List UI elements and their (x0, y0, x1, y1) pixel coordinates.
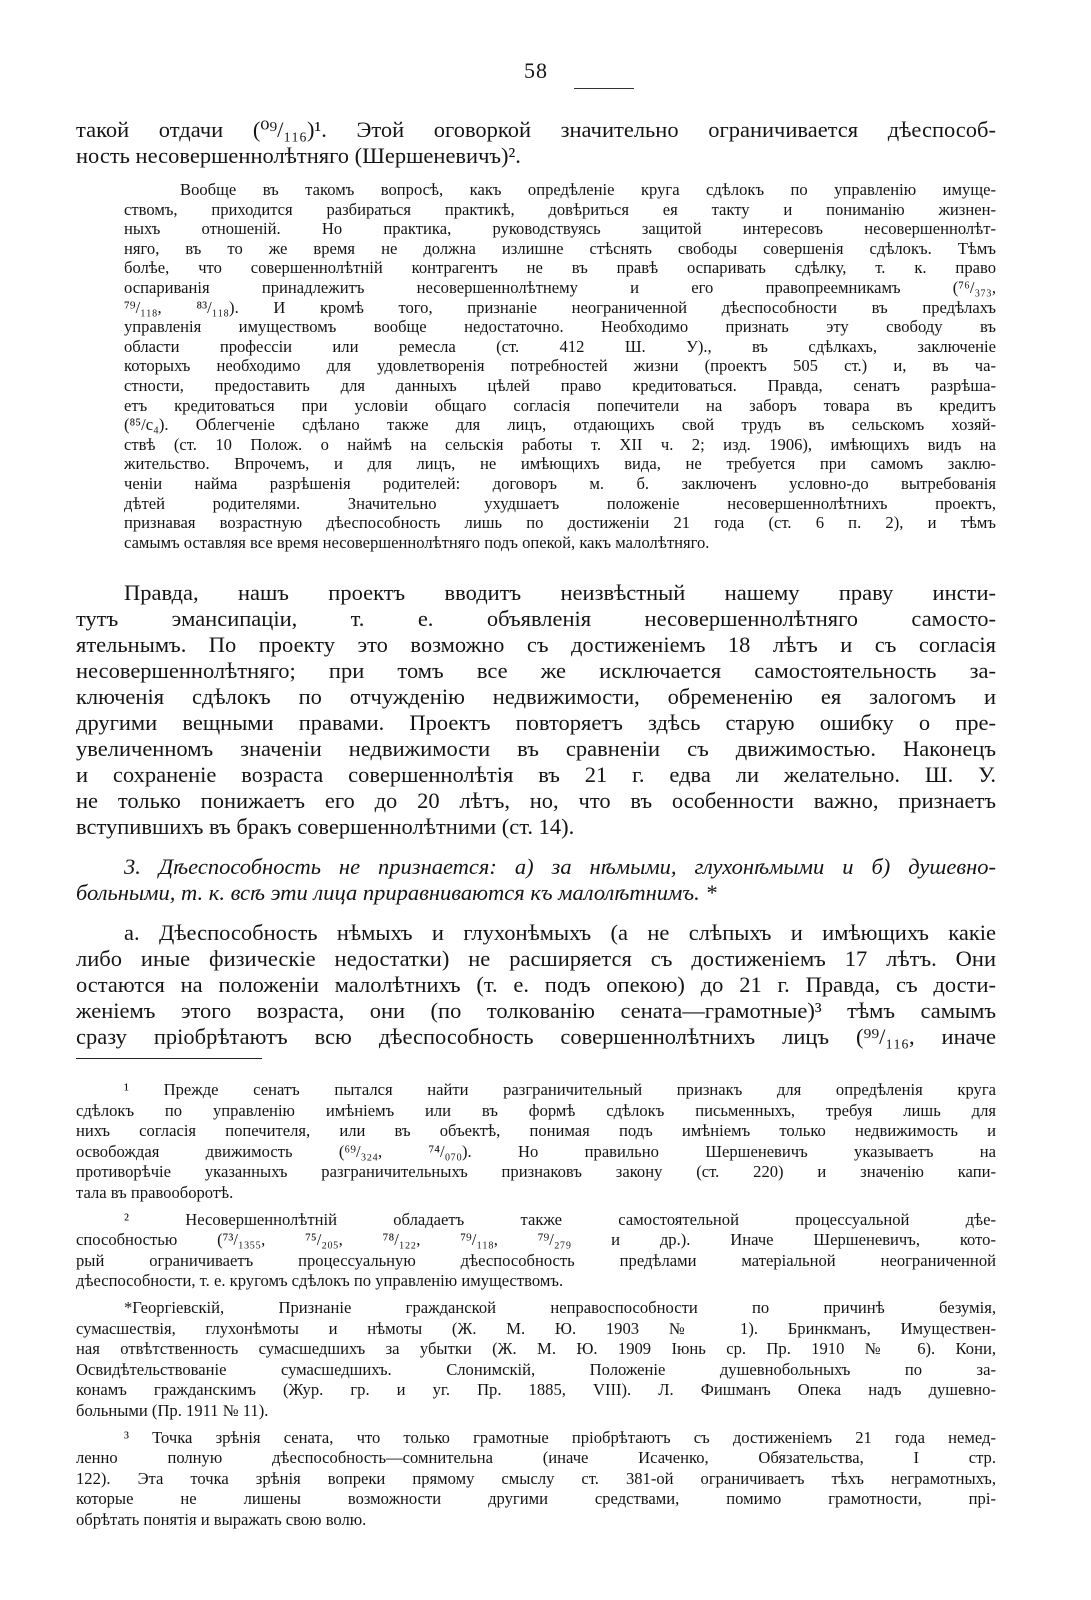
footnote-line: сумасшествія, глухонѣмоты и нѣмоты (Ж. М. Ю. 1903 № 1). Бринкманъ, Имуществен- (76, 1318, 996, 1338)
text-line: ключенія сдѣлокъ по отчужденію недвижимости, обремененію ея залогомъ и (76, 684, 996, 709)
text-line: сразу пріобрѣтаютъ всю дѣеспособность совершеннолѣтнихъ лицъ (⁹⁹/₁₁₆, иначе (76, 1024, 996, 1049)
text-line: несовершеннолѣтняго; при томъ все же исключается самостоятельность за- (76, 658, 996, 683)
text-line: не только понижаетъ его до 20 лѣтъ, но, что въ особенности важно, признаетъ (76, 788, 996, 813)
text-line: женіемъ этого возраста, они (по толкованію сената—грамотные)³ тѣмъ самымъ (76, 998, 996, 1023)
footnote-line: которые не лишены возможности другими средствами, помимо грамотности, прі- (76, 1489, 996, 1509)
footnote-line: Освидѣтельствованіе сумасшедшихъ. Слонимскій, Положеніе душевнобольныхъ по за- (76, 1359, 996, 1379)
text-line: и сохраненіе возраста совершеннолѣтія въ 21 г. едва ли желательно. Ш. У. (76, 762, 996, 787)
text-line: области профессіи или ремесла (ст. 412 Ш. У)., въ сдѣлкахъ, заключеніе (124, 336, 996, 356)
text-line: вступившихъ въ бракъ совершеннолѣтними (ст. 14). (76, 814, 575, 839)
text-line: либо иные физическіе недостатки) не расширяется съ достиженіемъ 17 лѣтъ. Они (76, 946, 996, 971)
text-line: управленія имуществомъ вообще недостаточно. Необходимо признать эту свободу въ (124, 317, 996, 337)
text-line: стности, предоставить для данныхъ цѣлей право кредитоваться. Правда, сенатъ разрѣша- (124, 375, 996, 395)
footnote-line: освобождая движимость (⁶⁹/₃₂₄, ⁷⁴/₀₇₀). Но правильно Шершеневичъ указываетъ на (76, 1141, 996, 1161)
footnote-line: нихъ согласія попечителя, или въ объектѣ, понимая подъ имѣніемъ только недвижимость и (76, 1121, 996, 1141)
footnote-line: рый ограничиваетъ процессуальную дѣеспособность предѣлами матеріальной неограниченной (76, 1250, 996, 1270)
footnotes (76, 1080, 996, 1530)
paragraph-emancipation (76, 580, 996, 1050)
text-line: ность несовершеннолѣтняго (Шершеневичъ)². (76, 143, 521, 168)
page-number: 58 (524, 58, 548, 83)
footnote-line: 122). Эта точка зрѣнія вопреки прямому смыслу ст. 381-ой ограничиваетъ тѣхъ неграмотныхъ, (76, 1468, 996, 1488)
text-line: ченіи найма разрѣшенія родителей: договоръ м. б. заключенъ условно-до вытребованія (124, 473, 996, 493)
text-line: увеличенномъ значеніи недвижимости въ сравненіи съ движимостью. Наконецъ (76, 736, 996, 761)
book-page (76, 0, 996, 1600)
section-heading-line: 3. Дѣеспособность не признается: а) за нѣмыми, глухонѣмыми и б) душевно- (124, 854, 996, 879)
footnote-line: конамъ гражданскимъ (Жур. гр. и уг. Пр. 1885, VIII). Л. Фишманъ Опека надъ душевно- (76, 1380, 996, 1400)
text-line: тутъ эмансипаціи, т. е. объявленія несовершеннолѣтняго самосто- (76, 606, 996, 631)
footnote-line: противорѣчіе указанныхъ разграничительныхъ признаковъ закону (ст. 220) и значенію капи- (76, 1162, 996, 1182)
footnote-line: ² Несовершеннолѣтній обладаетъ также самостоятельной процессуальной дѣе- (124, 1209, 996, 1229)
text-line: остаются на положеніи малолѣтнихъ (т. е. подъ опекою) до 21 г. Правда, съ дости- (76, 972, 996, 997)
text-line: етъ кредитоваться при условіи общаго согласія попечители на заборъ товара въ кредитъ (124, 395, 996, 415)
text-line: (⁸⁵/с₄). Облегченіе сдѣлано также для лицъ, отдающихъ свой трудъ въ сельскомъ хозяй- (124, 415, 996, 435)
text-line: оспариванія принадлежитъ несовершеннолѣтнему и его правопреемникамъ (⁷⁶/₃₇₃, (124, 277, 996, 297)
footnote-line: ленно полную дѣеспособность—сомнительна (иначе Исаченко, Обязательства, I стр. (76, 1448, 996, 1468)
paragraph-small-print (76, 180, 996, 552)
footnote-line: *Георгіевскій, Признаніе гражданской неправоспособности по причинѣ безумія, (124, 1297, 996, 1317)
footnote-line: ³ Точка зрѣнія сената, что только грамотные пріобрѣтаютъ съ достиженіемъ 21 года немед- (124, 1427, 996, 1447)
text-line: ствомъ, приходится разбираться практикѣ, довѣриться ея такту и пониманію жизнен- (124, 199, 996, 219)
text-line: которыхъ необходимо для удовлетворенія потребностей жизни (проектъ 505 ст.) и, въ ча- (124, 356, 996, 376)
footnote-line: обрѣтать понятія и выражать свою волю. (76, 1509, 367, 1529)
text-line: самымъ оставляя все время несовершеннолѣтняго подъ опекой, какъ малолѣтняго. (124, 532, 710, 552)
text-line: ныхъ отношеній. Но практика, руководствуясь защитой интересовъ несовершеннолѣт- (124, 219, 996, 239)
footnote-line: дѣеспособности, т. е. кругомъ сдѣлокъ по управленію имуществомъ. (76, 1271, 564, 1291)
text-line: такой отдачи (⁰⁹/₁₁₆)¹. Этой оговоркой значительно ограничивается дѣеспособ- (76, 117, 996, 142)
text-line: а. Дѣеспособность нѣмыхъ и глухонѣмыхъ (а не слѣпыхъ и имѣющихъ какіе (124, 920, 996, 945)
text-line: жительство. Впрочемъ, и для лицъ, не имѣющихъ вида, не требуется при самомъ заклю- (124, 454, 996, 474)
footnote-separator (76, 1058, 262, 1059)
footnote-line: ¹ Прежде сенатъ пытался найти разграничительный признакъ для опредѣленія круга (124, 1080, 996, 1099)
text-line: Вообще въ такомъ вопросѣ, какъ опредѣленіе круга сдѣлокъ по управленію имуще- (180, 180, 996, 199)
footnote-line: ная отвѣтственность сумасшедшихъ за убытки (Ж. М. Ю. 1909 Іюнь ср. Пр. 1910 № 6). Кони, (76, 1339, 996, 1359)
text-line: признавая возрастную дѣеспособность лишь по достиженіи 21 года (ст. 6 п. 2), и тѣмъ (124, 513, 996, 533)
text-line: дѣтей родителями. Значительно ухудшаетъ положеніе несовершеннолѣтнихъ проектъ, (124, 493, 996, 513)
text-line: Правда, нашъ проектъ вводитъ неизвѣстный нашему праву инсти- (124, 580, 996, 605)
text-line: няго, въ то же время не должна излишне стѣснять свободы совершенія сдѣлокъ. Тѣмъ (124, 238, 996, 258)
footnote-line: больными (Пр. 1911 № 11). (76, 1400, 269, 1420)
footnote-line: сдѣлокъ по управленію имѣніемъ или въ формѣ сдѣлокъ письменныхъ, требуя лишь для (76, 1100, 996, 1120)
text-line: ⁷⁹/₁₁₈, ⁸³/₁₁₈). И кромѣ того, признаніе неограниченной дѣеспособности въ предѣлахъ (124, 297, 996, 317)
section-heading-line: больными, т. к. всѣ эти лица приравниваются къ малолѣтнимъ. * (76, 880, 717, 905)
text-line: ятельнымъ. По проекту это возможно съ достиженіемъ 18 лѣтъ и съ согласія (76, 632, 996, 657)
footnote-line: способностью (⁷³/₁₃₅₅, ⁷⁵/₂₀₅, ⁷⁸/₁₂₂, ⁷⁹/₁₁₈, ⁷⁹/₂₇₉ и др.). Иначе Шершеневичъ, кото- (76, 1230, 996, 1250)
page-number-rule (574, 88, 634, 89)
footnote-line: тала въ правооборотѣ. (76, 1182, 234, 1202)
text-line: болѣе, что совершеннолѣтній контрагентъ не въ правѣ оспаривать сдѣлку, т. к. право (124, 258, 996, 278)
text-line: другими вещными правами. Проектъ повторяетъ здѣсь старую ошибку о пре- (76, 710, 996, 735)
text-line: ствѣ (ст. 10 Полож. о наймѣ на сельскія работы т. XII ч. 2; изд. 1906), имѣющихъ видъ на (124, 434, 996, 454)
paragraph-intro (76, 117, 996, 169)
